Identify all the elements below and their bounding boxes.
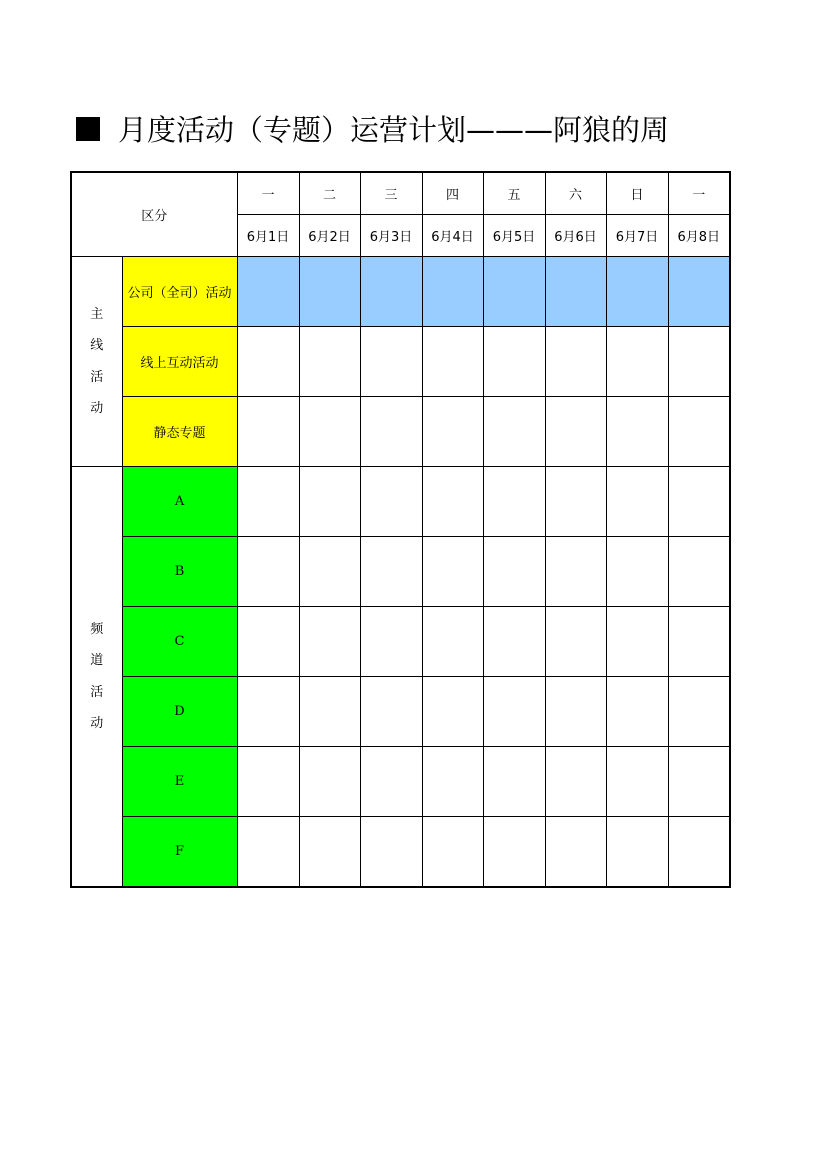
schedule-cell[interactable] [483,327,545,397]
schedule-cell[interactable] [360,677,422,747]
row-label: 静态专题 [122,397,237,467]
schedule-cell[interactable] [668,677,730,747]
schedule-cell[interactable] [668,607,730,677]
region-header: 区分 [71,172,237,257]
weekday-cell: 日 [606,172,668,215]
group-label-char: 线 [90,338,104,353]
weekday-cell: 一 [237,172,299,215]
date-cell: 6月4日 [422,215,483,257]
schedule-cell[interactable] [483,677,545,747]
activity-plan-table [70,171,731,888]
schedule-cell[interactable] [483,257,545,327]
table-row [71,607,730,677]
schedule-cell[interactable] [606,257,668,327]
table-row [71,257,730,327]
schedule-cell[interactable] [422,257,483,327]
row-label: C [122,607,237,677]
date-cell: 6月6日 [545,215,606,257]
schedule-cell[interactable] [422,607,483,677]
schedule-cell[interactable] [606,327,668,397]
schedule-cell[interactable] [360,257,422,327]
schedule-cell[interactable] [360,327,422,397]
schedule-cell[interactable] [360,537,422,607]
schedule-cell[interactable] [237,607,299,677]
schedule-cell[interactable] [668,397,730,467]
group-label-channel [71,467,122,888]
schedule-cell[interactable] [422,397,483,467]
schedule-cell[interactable] [545,257,606,327]
schedule-cell[interactable] [545,327,606,397]
schedule-cell[interactable] [483,817,545,888]
schedule-cell[interactable] [545,747,606,817]
schedule-cell[interactable] [483,747,545,817]
schedule-cell[interactable] [299,467,360,537]
schedule-cell[interactable] [483,607,545,677]
date-cell: 6月7日 [606,215,668,257]
schedule-cell[interactable] [483,467,545,537]
schedule-cell[interactable] [606,467,668,537]
schedule-cell[interactable] [545,397,606,467]
row-label: 公司（全司）活动 [122,257,237,327]
schedule-cell[interactable] [299,747,360,817]
schedule-cell[interactable] [299,537,360,607]
schedule-cell[interactable] [360,467,422,537]
schedule-cell[interactable] [360,817,422,888]
schedule-cell[interactable] [606,677,668,747]
weekday-cell: 六 [545,172,606,215]
table-row [71,397,730,467]
weekday-cell: 五 [483,172,545,215]
schedule-cell[interactable] [237,397,299,467]
weekday-row [71,172,730,215]
schedule-cell[interactable] [299,677,360,747]
schedule-cell[interactable] [668,537,730,607]
schedule-cell[interactable] [237,747,299,817]
schedule-cell[interactable] [422,537,483,607]
schedule-cell[interactable] [237,677,299,747]
schedule-cell[interactable] [237,537,299,607]
weekday-cell: 三 [360,172,422,215]
date-cell: 6月1日 [237,215,299,257]
table-row [71,677,730,747]
row-label: A [122,467,237,537]
schedule-cell[interactable] [360,747,422,817]
schedule-cell[interactable] [483,397,545,467]
schedule-cell[interactable] [422,817,483,888]
schedule-cell[interactable] [606,537,668,607]
schedule-cell[interactable] [545,467,606,537]
table-row [71,467,730,537]
schedule-cell[interactable] [668,467,730,537]
table-row [71,817,730,888]
schedule-cell[interactable] [237,327,299,397]
square-bullet-icon [76,117,100,141]
schedule-cell[interactable] [668,327,730,397]
schedule-cell[interactable] [299,817,360,888]
schedule-cell[interactable] [668,257,730,327]
schedule-cell[interactable] [422,677,483,747]
date-cell: 6月8日 [668,215,730,257]
schedule-cell[interactable] [606,397,668,467]
group-label-mainline [71,257,122,467]
schedule-cell[interactable] [360,397,422,467]
schedule-cell[interactable] [668,747,730,817]
title-text: 月度活动（专题）运营计划———阿狼的周 [118,113,670,147]
table-row [71,537,730,607]
schedule-cell[interactable] [237,257,299,327]
group-label-char: 动 [90,716,104,731]
group-label-char: 动 [90,401,104,416]
row-label: 线上互动活动 [122,327,237,397]
schedule-cell[interactable] [422,327,483,397]
group-label-char: 频 [90,621,104,637]
schedule-cell[interactable] [422,467,483,537]
schedule-cell[interactable] [545,817,606,888]
group-label-char: 主 [90,306,104,322]
schedule-cell[interactable] [237,817,299,888]
row-label: B [122,537,237,607]
schedule-cell[interactable] [668,817,730,888]
date-cell: 6月2日 [299,215,360,257]
page-title [76,108,728,152]
schedule-cell[interactable] [237,467,299,537]
group-label-char: 道 [90,653,104,668]
date-cell: 6月3日 [360,215,422,257]
schedule-cell[interactable] [299,327,360,397]
schedule-cell[interactable] [545,537,606,607]
schedule-cell[interactable] [545,607,606,677]
schedule-cell[interactable] [299,257,360,327]
weekday-cell: 四 [422,172,483,215]
schedule-cell[interactable] [606,747,668,817]
row-label: E [122,747,237,817]
weekday-cell: 一 [668,172,730,215]
schedule-cell[interactable] [606,607,668,677]
table-row [71,747,730,817]
schedule-cell[interactable] [606,817,668,888]
schedule-cell[interactable] [545,677,606,747]
schedule-cell[interactable] [299,397,360,467]
table-row [71,327,730,397]
schedule-cell[interactable] [360,607,422,677]
group-label-char: 活 [90,369,104,385]
group-label-char: 活 [90,684,104,700]
weekday-cell: 二 [299,172,360,215]
schedule-cell[interactable] [422,747,483,817]
schedule-cell[interactable] [299,607,360,677]
row-label: F [122,817,237,888]
date-cell: 6月5日 [483,215,545,257]
row-label: D [122,677,237,747]
schedule-cell[interactable] [483,537,545,607]
